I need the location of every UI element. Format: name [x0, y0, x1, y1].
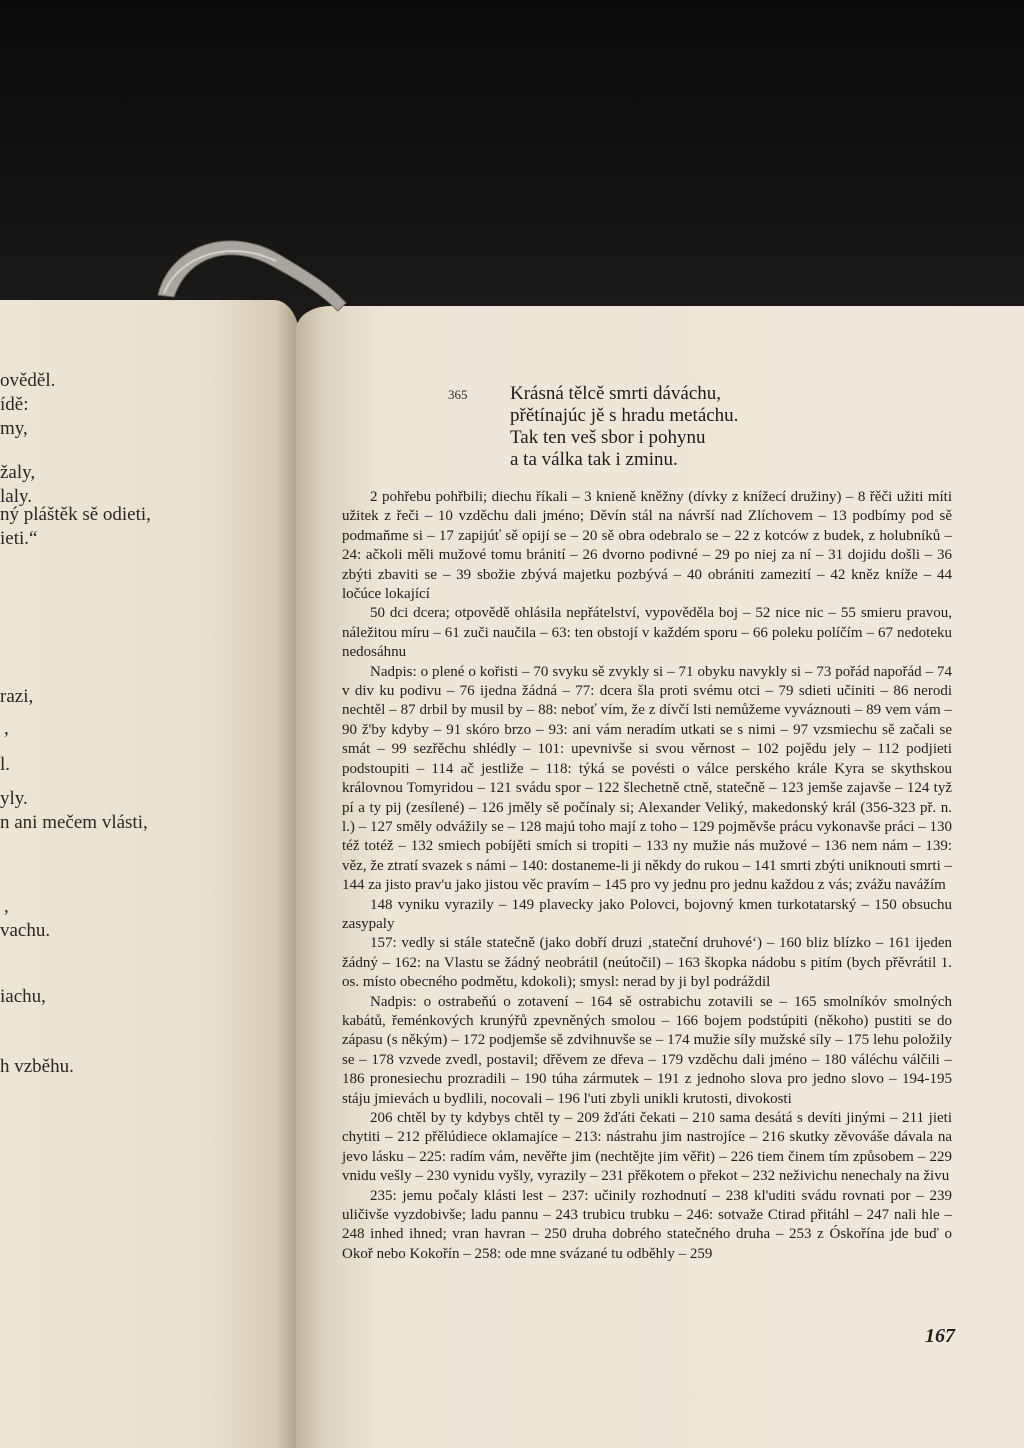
poem-line: Krásná tělcě smrti dáváchu, — [510, 383, 722, 404]
poem-line: a ta válka tak i zminu. — [510, 449, 678, 470]
commentary-notes — [342, 488, 952, 1264]
note-paragraph: 50 dci dcera; otpovědě ohlásila nepřátelství, vypověděla boj – 52 nice nic – 55 smieru pravou, náležitou míru – 61 zuči naučila – 63: ten obstojí v každém sporu – 66 poleku políčím – 67 nedoteku nedosáhnu — [342, 605, 952, 661]
left-page-fragment: ídě: — [0, 394, 29, 415]
left-page-fragment: my, — [0, 418, 28, 439]
left-page-fragment: žaly, — [0, 462, 36, 483]
note-paragraph: 206 chtěl by ty kdybys chtěl ty – 209 žďáti čekati – 210 sama desátá s devíti jinými – 211 jieti chytiti – 212 přělúdiece oklamajíce – 213: nástrahu jim nastrojíce – 216 skutky zěvováše dávala na jevo lásku – 225: radím vám, nevěřte jim (nechtějte jim věřit) – 226 tiem činem tím způsobem – 229 vnidu vešly – 230 vynidu vyšly, vyrazily – 231 přěkotem o překot – 232 neživichu nenechaly na živu — [342, 1110, 952, 1185]
poem-line: přětínajúc jě s hradu metáchu. — [510, 405, 739, 426]
left-page-fragment: laly. — [0, 486, 33, 507]
note-paragraph: 157: vedly si stále statečně (jako dobří druzi ‚stateční druhové‘) – 160 bliz blízko – 161 ijeden žádný – 162: na Vlastu se žádný neobrátil (neútočil) – 163 škopka nádobu s pitím (bych přěvrátil 1. os. místo obecného podmětu, kdokoli); smysl: nerad by ji byl podráždil — [342, 935, 952, 991]
poem-line-number: 365 — [448, 387, 468, 402]
poem-line: Tak ten veš sbor i pohynu — [510, 427, 706, 448]
left-page-fragment: , — [4, 718, 9, 739]
left-page-fragment: h vzběhu. — [0, 1056, 74, 1077]
left-page-fragment: ný pláštěk sě odieti, — [0, 504, 151, 525]
left-page-fragment: vachu. — [0, 920, 51, 941]
bookmark-ribbon — [150, 225, 350, 315]
left-page-fragment: ieti.“ — [0, 528, 38, 549]
note-paragraph: 235: jemu počaly klásti lest – 237: učinily rozhodnutí – 238 kl'uditi svádu rovnati por – 239 uličivše vyzdobivše; ladu pannu – 243 trubicu trubku – 246: sotvaže Ctirad přitáhl – 247 nali hle – 248 inhed ihned; vran havran – 250 druha dobrého statečného druha – 253 z Óskořína jde buď o Okoř nebo Kokořín – 258: ode mne svázané tu odběhly – 259 — [342, 1187, 952, 1262]
left-page-fragment: n ani mečem vlásti, — [0, 812, 148, 833]
note-paragraph: Nadpis: o ostrabeňú o zotavení – 164 sě ostrabichu zotavili se – 165 smolníkóv smolných kabátů, řeménkových krunýřů zpevněných smolou – 166 bojem podstúpiti (někoho) pustiti se do zápasu (s někým) – 172 podjemše sě zdvihnuvše se – 174 mužie síly mužské síly – 175 lehu položily se – 178 vzvede zvedl, postavil; dřěvem ze dřeva – 179 vzděchu dali jméno – 180 váléchu válčili – 186 pronesiechu prozradili – 190 túha zármutek – 191 z jednoho slova pro jedno slovo – 194-195 stáju jmievách u bydlili, nocovali – 196 l'uti zbyli unikli krutosti, divokosti — [342, 993, 952, 1107]
note-paragraph: 2 pohřebu pohřbili; diechu říkali – 3 knieně kněžny (dívky z knížecí družiny) – 8 řěči užiti míti užitek z řeči – 10 vzděchu dali jméno; Děvín stál na návrší nad Zlíchovem – 13 podbímy pod sě podmaňme si – 17 zapijúť sě opijí se – 20 sě obra odebralo se – 22 z kotców z budek, z holubníků – 24: ačkoli měli mužové tomu bránití – 26 dvorno podivné – 29 po niej za ní – 31 dojidu došli – 36 zbýti zbaviti se – 39 sbožie zbývá majetku pozbývá – 40 obrániti zamezití – 42 kněz kníže – 44 ločúce lokající — [342, 489, 952, 603]
poem-block — [448, 383, 739, 471]
left-page-fragment: razi, — [0, 686, 34, 707]
left-page-fragment: l. — [0, 754, 11, 775]
left-page-fragment: yly. — [0, 788, 28, 809]
page-number: 167 — [925, 1325, 955, 1347]
left-page-fragment: ověděl. — [0, 370, 56, 391]
left-page-fragment: iachu, — [0, 986, 46, 1007]
left-page — [0, 300, 300, 1448]
left-page-fragment: , — [4, 896, 9, 917]
note-paragraph: Nadpis: o plené o kořisti – 70 svyku sě zvykly si – 71 obyku navykly si – 73 pořád napořád – 74 v div ku podivu – 76 ijedna žádná – 77: dcera šla proti svému otci – 79 sdieti učiniti – 86 nerodi nechtěl – 87 drbil by musil by – 88: neboť vím, že z dívčí lsti nemůžeme vyváznouti – 89 vem vám – 90 ž'by kdyby – 91 skóro brzo – 93: ani vám neradím utkati se s nimi – 97 vzsmiechu sě začali se smát – 99 sezřěchu shlédly – 101: upevnivše si svou věrnost – 102 pojědu jely – 112 podjieti podstoupiti – 114 ač jestliže – 118: týká se povésti o válce perského krále Kyra se skythskou královnou Tomyridou – 121 svádu spor – 122 šlechetně ctně, statečně – 123 jemše zajavše – 124 tyž pí a ty pij (zesílené) – 126 jměly sě počínaly si; Alexander Veliký, makedonský král (356-323 př. n. l.) – 127 směly odvážily se – 128 majú toho mají z toho – 129 pojměvše prácu vykonavše práci – 130 též totéž – 132 smiech pobíjěti smích si tropiti – 133 ny mužie nás mužové – 136 nem nám – 139: věz, že ztratí svazek s námi – 140: dostaneme-li ji někdy do rukou – 141 smrti zbýti uniknouti smrti – 144 za jisto prav'u jako jistou věc pravím – 145 pro vy jednu pro jednu každou z vás; zvážu navážím — [342, 663, 952, 894]
note-paragraph: 148 vyniku vyrazily – 149 plavecky jako Polovci, bojovný kmen turkotatarský – 150 obsuchu zasypaly — [342, 896, 952, 932]
